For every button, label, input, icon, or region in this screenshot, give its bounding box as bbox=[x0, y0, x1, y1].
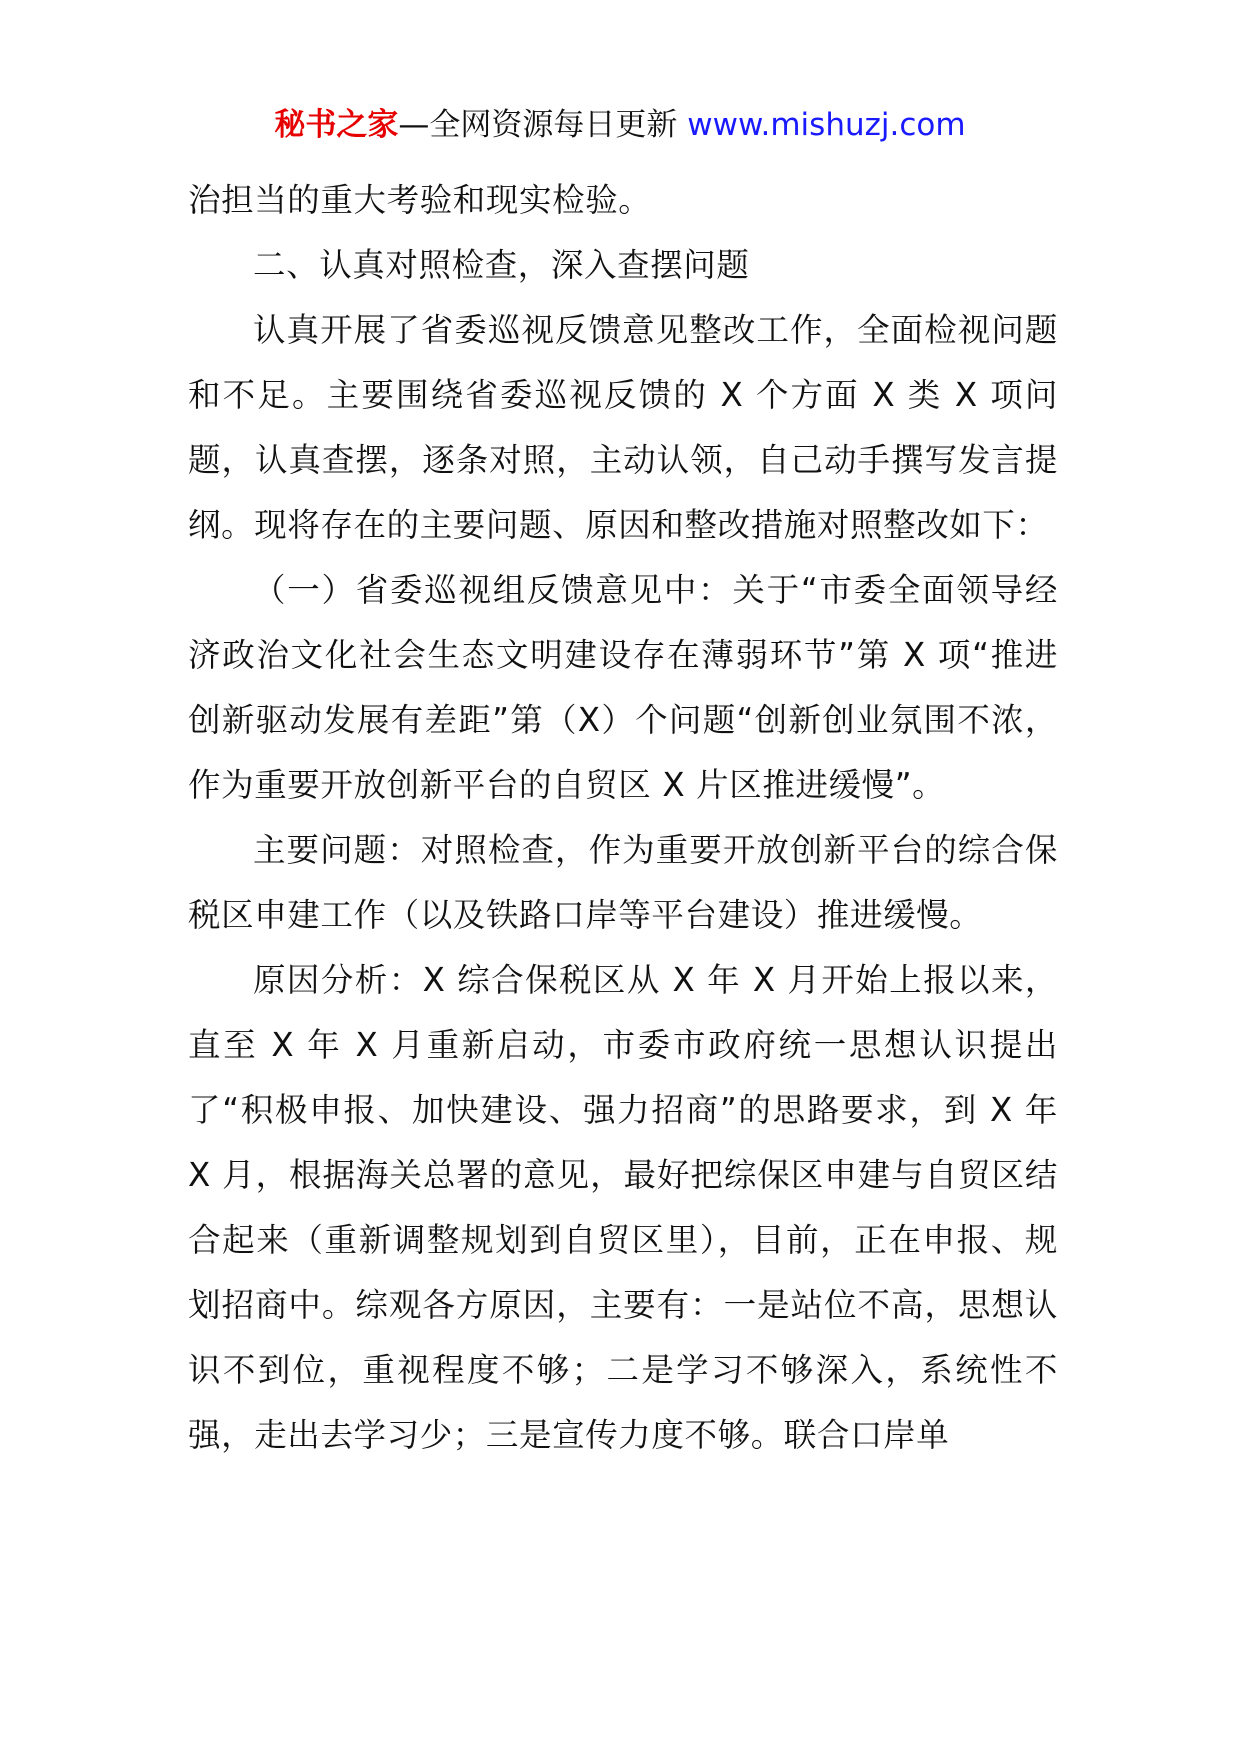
page-header bbox=[0, 100, 1240, 150]
header-url-link[interactable]: www.mishuzj.com bbox=[687, 107, 966, 143]
paragraph-continuation: 治担当的重大考验和现实检验。 bbox=[188, 181, 652, 219]
header-tagline: —全网资源每日更新 bbox=[398, 107, 678, 143]
paragraph: 主要问题：对照检查，作为重要开放创新平台的综合保税区申建工作（以及铁路口岸等平台建设）推进缓慢。 bbox=[188, 831, 1058, 934]
document-body bbox=[188, 168, 1058, 1468]
paragraph: 认真开展了省委巡视反馈意见整改工作，全面检视问题和不足。主要围绕省委巡视反馈的 X 个方面 X 类 X 项问题，认真查摆，逐条对照，主动认领，自己动手撰写发言提纲。现将存在的主要问题、原因和整改措施对照整改如下： bbox=[188, 311, 1058, 544]
paragraph: （一）省委巡视组反馈意见中：关于“市委全面领导经济政治文化社会生态文明建设存在薄弱环节”第 X 项“推进创新驱动发展有差距”第（X）个问题“创新创业氛围不浓，作为重要开放创新平台的自贸区 X 片区推进缓慢”。 bbox=[188, 571, 1058, 804]
header-brand: 秘书之家 bbox=[274, 107, 399, 143]
paragraph: 原因分析：X 综合保税区从 X 年 X 月开始上报以来，直至 X 年 X 月重新启动，市委市政府统一思想认识提出了“积极申报、加快建设、强力招商”的思路要求，到 X 年 X 月，根据海关总署的意见，最好把综保区申建与自贸区结合起来（重新调整规划到自贸区里），目前，正在申报、规划招商中。综观各方原因，主要有：一是站位不高，思想认识不到位，重视程度不够；二是学习不够深入，系统性不强，走出去学习少；三是宣传力度不够。联合口岸单 bbox=[188, 961, 1058, 1454]
section-heading: 二、认真对照检查，深入查摆问题 bbox=[253, 246, 750, 284]
